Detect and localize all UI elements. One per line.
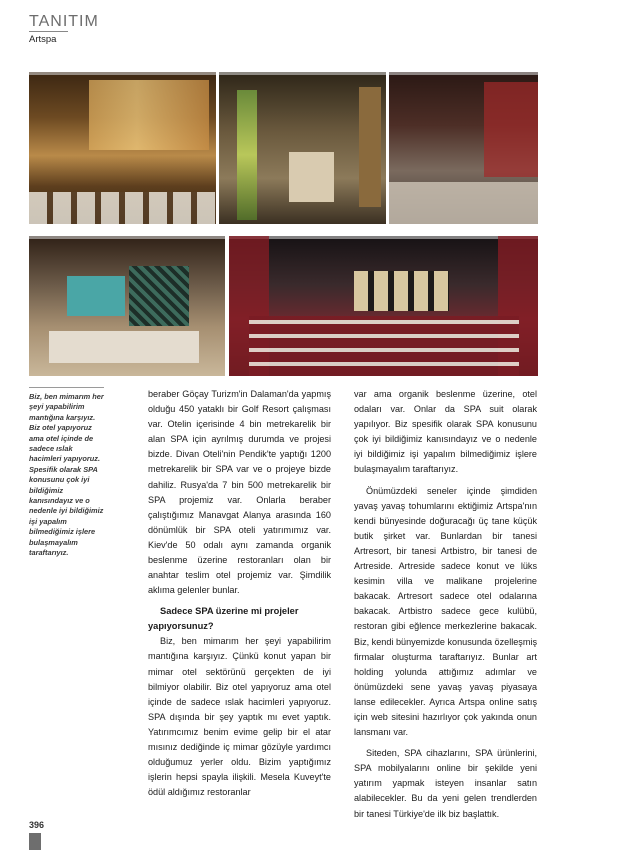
paragraph: Önümüzdeki seneler içinde şimdiden yavaş yavaş tohumlarını ektiğimiz Artspa'nın kendi bünyesinde doğuracağı üç tane küçük butik şirket var. Bunlardan bir tanesi Artresort, bir tanesi Artbistro, bir tanesi de Artreside. Artreside sadece konut ve lüks kesimin villa ve malikane projelerine bakacak. Artresort sadece otel odalarına bakacak. Artbistro sadece gece kulübü, restoran gibi eğlence merkezlerine bakacak. Biz, kendi bünyemizde konusunda özelleşmiş firmalar oluşturma taraftarıyız. Bunlar art holding yolunda attığımız adımlar ve önümüzdeki sene yavaş yavaş piyasaya lanse edilecekler. Ayrıca Artspa online satış için web sitesini hazırlıyor çok yakında onun lansmanı var. — [354, 485, 537, 738]
section-title: TANITIM — [29, 13, 99, 30]
photo-lobby — [389, 72, 538, 224]
photo-lounge — [219, 72, 386, 224]
paragraph: Siteden, SPA cihazlarını, SPA ürünlerini, SPA mobilyalarını online bir şekilde yeni yatırım yapmak isteyen insanlar satın alabilecekler. Bu da yeni gelen trendlerden bir tanesi Türkiye'de ilk biz başlattık. — [354, 748, 537, 819]
photo-cinema — [229, 236, 538, 376]
caption-rule — [29, 387, 104, 388]
photo-bedroom — [29, 236, 225, 376]
page-number: 396 — [29, 820, 45, 830]
title-rule — [29, 31, 68, 32]
text-column-1 — [148, 387, 331, 806]
page-number-bar — [29, 833, 41, 850]
interview-question: Sadece SPA üzerine mi projeler yapıyorsunuz? — [148, 606, 299, 632]
pull-quote: Biz, ben mimarım her şeyi yapabilirim mantığına karşıyız. Biz otel yapıyoruz ama otel içinde de sadece ıslak hacimleri yapıyoruz. Spesifik olarak SPA konusunu çok iyi bildiğimiz kanısındayız ve o nedenle iyi bildiğimiz işi yapalım bilmediğimiz işlere bulaşmayalım taraftarıyız. — [29, 392, 104, 558]
photo-restaurant — [29, 72, 216, 224]
paragraph: Biz, ben mimarım her şeyi yapabilirim mantığına karşıyız. Çünkü konut yapan bir mimar otel sektörünü gerçekten de iyi bilmiyor olabilir. Biz otel yapıyoruz ama otel içinde de sadece ıslak hacimleri yapıyoruz. SPA dışında bir şey yaptık mı evet yaptık. Yatırımcımız benim evime gelip bir el atar mısınız dediğinde iç mimar gözüyle yardımcı olduğumuz yerler oldu. Bizim yaptığımız işlerin hepsi spayla ilişkili. Mesela Kuveyt'te ödül aldığımız restoranlar — [148, 636, 331, 798]
paragraph: var ama organik beslenme üzerine, otel odaları var. Onlar da SPA suit olarak yapılıyor. Biz spesifik olarak SPA konusunu çok iyi bildiğimiz kanısındayız ve o nedenle iyi bildiğimiz işi yapalım bilmediğimiz işlere bulaşmayalım taraftarıyız. — [354, 389, 537, 475]
section-subtitle: Artspa — [29, 34, 57, 45]
paragraph: beraber Göçay Turizm'in Dalaman'da yapmış olduğu 450 yataklı bir Golf Resort çalışması var. Otelin içerisinde 4 bin metrekarelik bir alan SPA için ayrılmış durumda ve projesi bizde. Divan Oteli'nin Pendik'te yaptığı 1200 metrekarelik bir SPA var ve o projeye bizde dahiliz. Rusya'da 7 bin 500 metrekarelik bir SPA projemiz var. Onlarla beraber çalıştığımız Manavgat Alanya arasında 160 dönümlük bir SPA oteli yatırımımız var. Kiev'de 50 odalı aynı zamanda organik beslenme üzerine restoranları olan bir anahtar teslim otel projemiz var. Şimdilik aklıma gelenler bunlar. — [148, 389, 331, 596]
text-column-2 — [354, 387, 537, 828]
